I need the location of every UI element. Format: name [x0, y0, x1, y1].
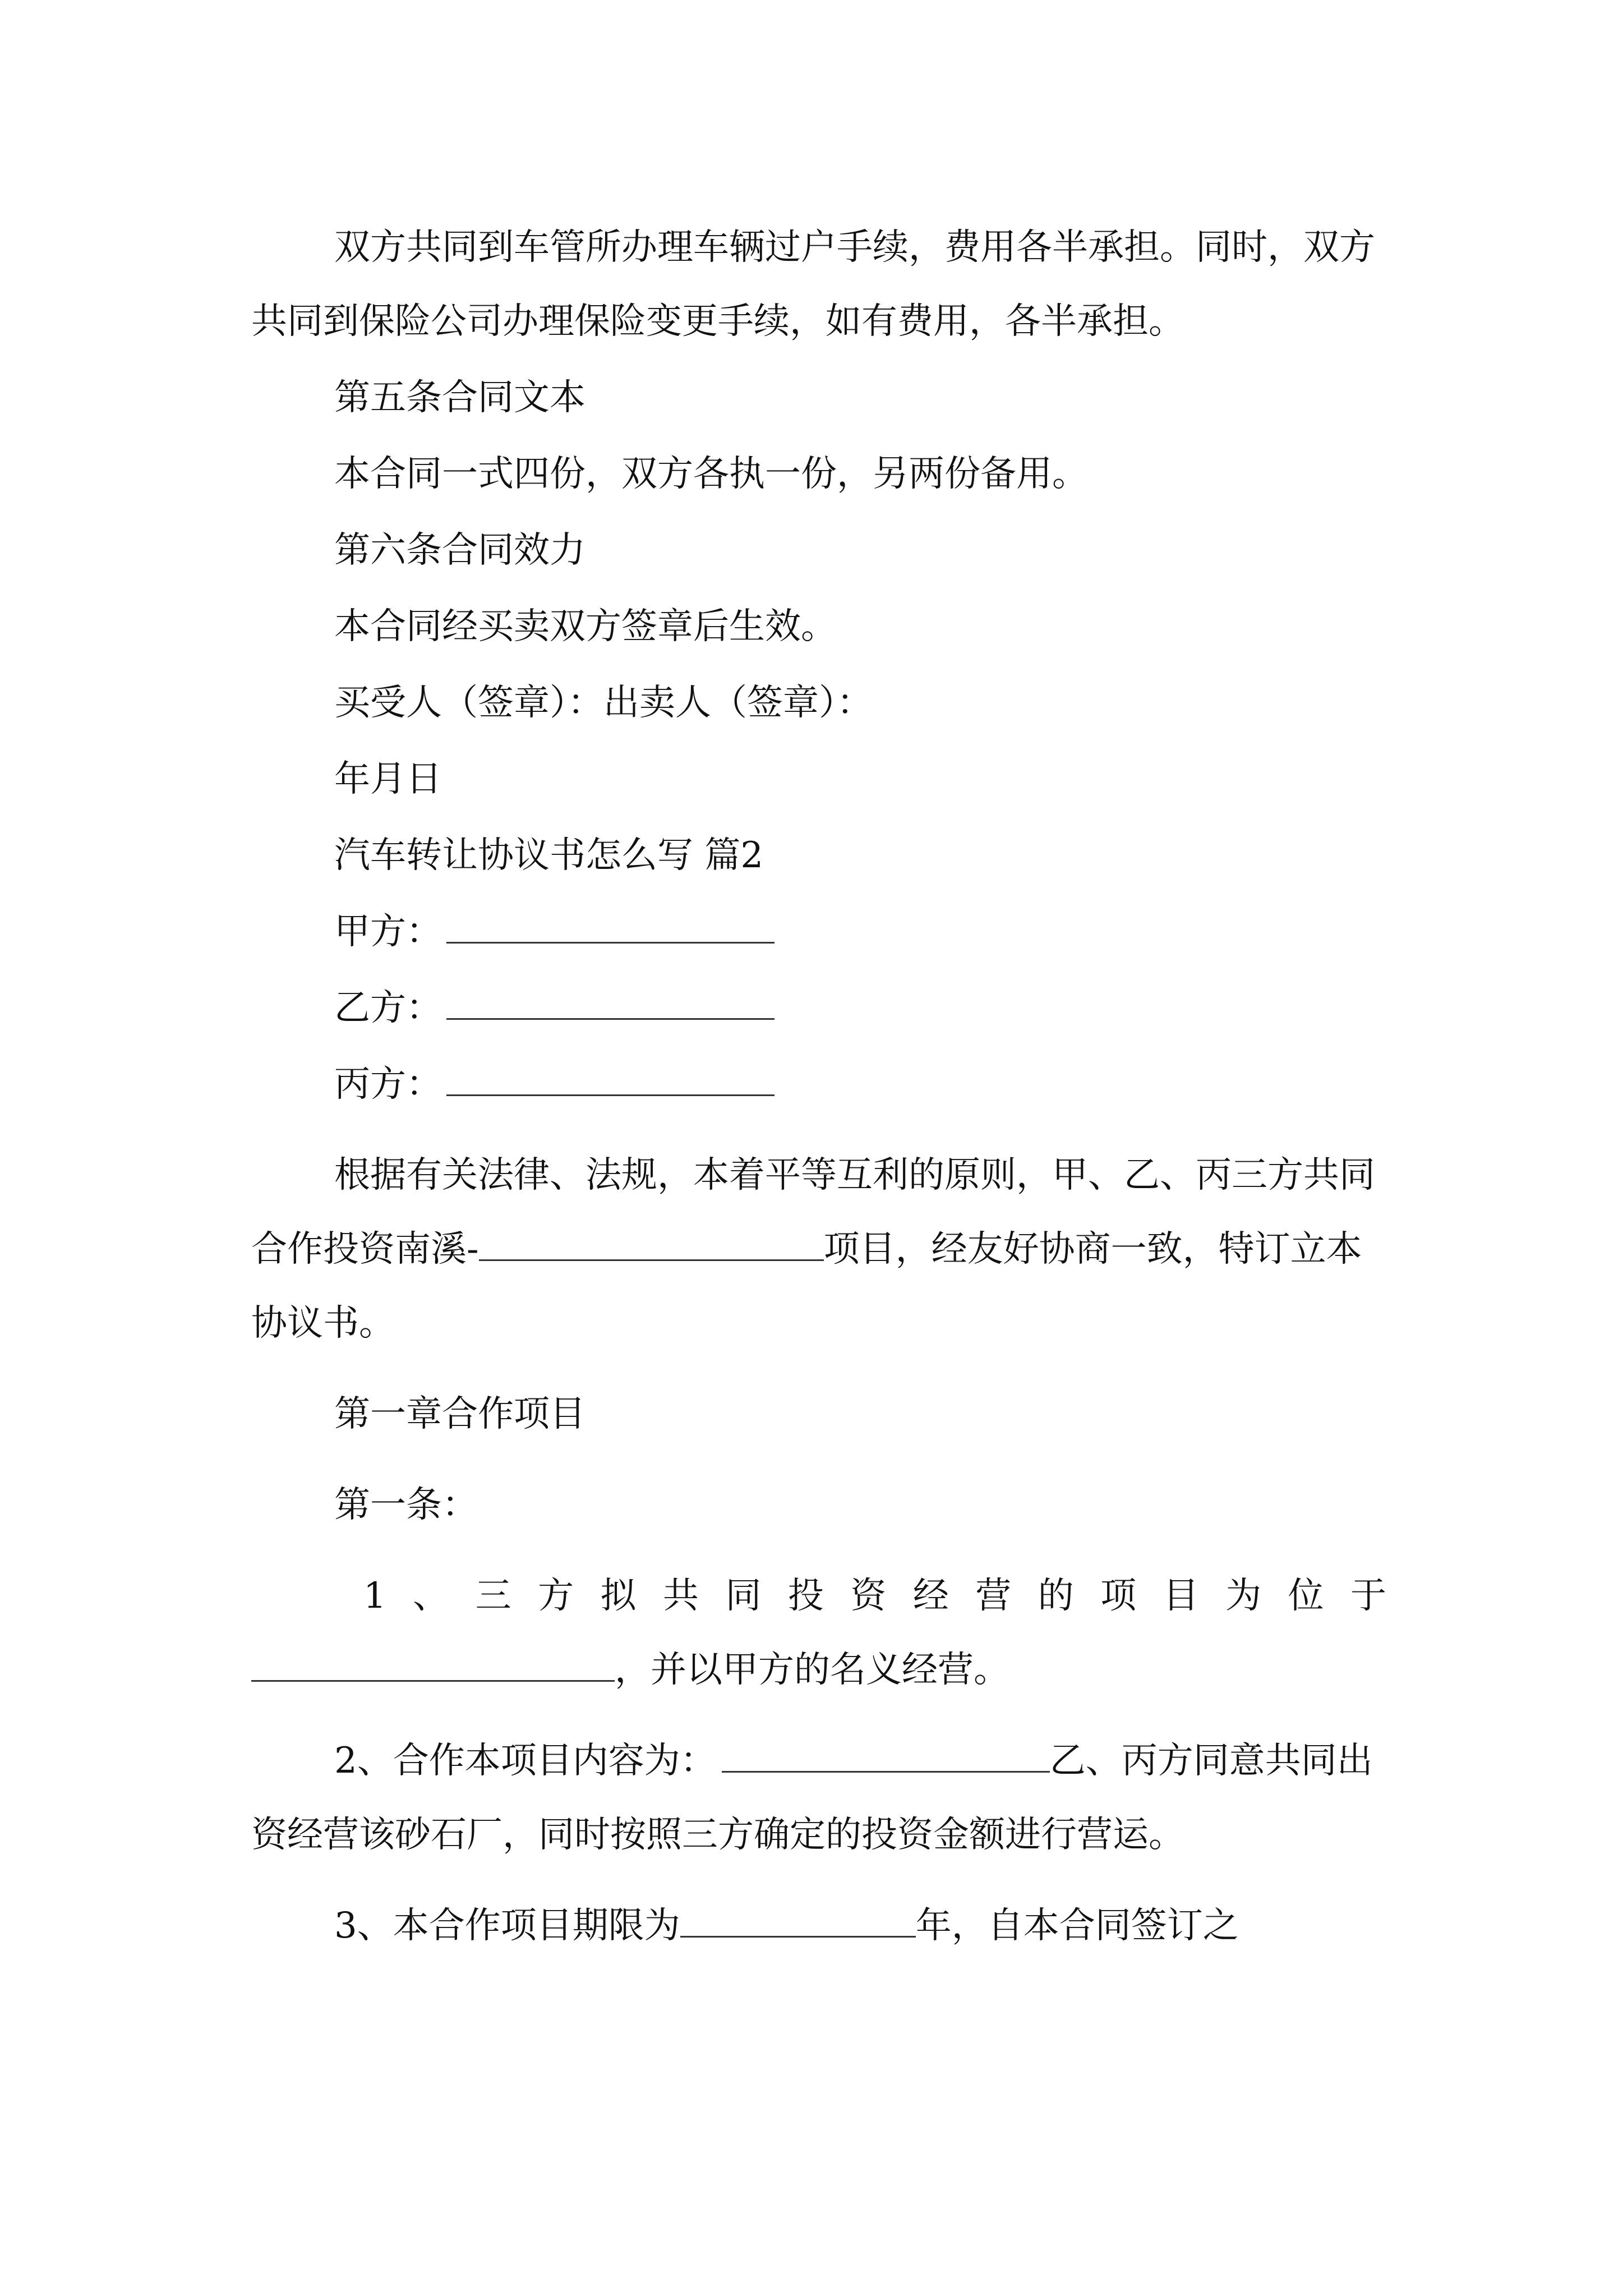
party-b-label: 乙方：: [334, 987, 442, 1029]
intro-paragraph: [251, 1138, 1386, 1360]
content-blank: [722, 1745, 1050, 1773]
party-b-line: [251, 971, 1386, 1045]
article-6-title: 第六条合同效力: [334, 530, 585, 571]
item-2-paragraph: [251, 1724, 1386, 1872]
item-2-text-b: 乙、丙方同意共同出资经营该砂石厂，同时按照三方确定的投资金额进行营运。: [251, 1740, 1373, 1856]
item-1-line2: [251, 1633, 1386, 1707]
intro-text-a: 根据有关法律、法规，本着平等互利的原则，甲、乙、丙三方共同合作投资南溪-: [251, 1154, 1375, 1270]
intro-text-b: 项目，经友好协商一致，特订立本协议书。: [251, 1228, 1362, 1344]
article-5-body: 本合同一式四份，双方各执一份，另两份备用。: [334, 453, 1088, 495]
item-1-line1: 1、三方拟共同投资经营的项目为位于: [363, 1575, 1386, 1617]
article-5-title: 第五条合同文本: [334, 377, 585, 418]
item-3-text-a: 3、本合作项目期限为: [334, 1905, 680, 1947]
item-2-text-a: 2、合作本项目内容为：: [334, 1740, 716, 1782]
years-blank: [680, 1910, 916, 1938]
party-a-line: [251, 895, 1386, 969]
item-3-text-b: 年，自本合同签订之: [915, 1905, 1239, 1947]
chapter-1-title: 第一章合作项目: [334, 1393, 585, 1435]
party-c-line: [251, 1047, 1386, 1121]
article-1-title: 第一条：: [334, 1484, 478, 1526]
section-title: 汽车转让协议书怎么写 篇2: [334, 835, 764, 876]
signature-line: 买受人（签章）：出卖人（签章）：: [334, 682, 873, 724]
paragraph-transfer-fees: [251, 210, 1386, 358]
paragraph-text: 双方共同到车管所办理车辆过户手续，费用各半承担。: [334, 227, 1196, 268]
party-b-blank: [446, 992, 774, 1020]
date-line: 年月日: [334, 758, 442, 800]
project-name-blank: [479, 1234, 824, 1261]
document-body: [251, 210, 1386, 1963]
item-1-text-b: ，并以甲方的名义经营。: [615, 1649, 1009, 1691]
party-a-blank: [446, 916, 774, 944]
location-blank: [251, 1654, 615, 1682]
paragraph-text: 同时，双方共同到保险公司办理保险变更手续，如有费用，各半承担。: [251, 227, 1375, 342]
article-6-body: 本合同经买卖双方签章后生效。: [334, 606, 837, 647]
party-c-label: 丙方：: [334, 1064, 442, 1105]
item-3-paragraph: [251, 1889, 1386, 1963]
party-c-blank: [446, 1069, 774, 1096]
party-a-label: 甲方：: [334, 911, 442, 953]
